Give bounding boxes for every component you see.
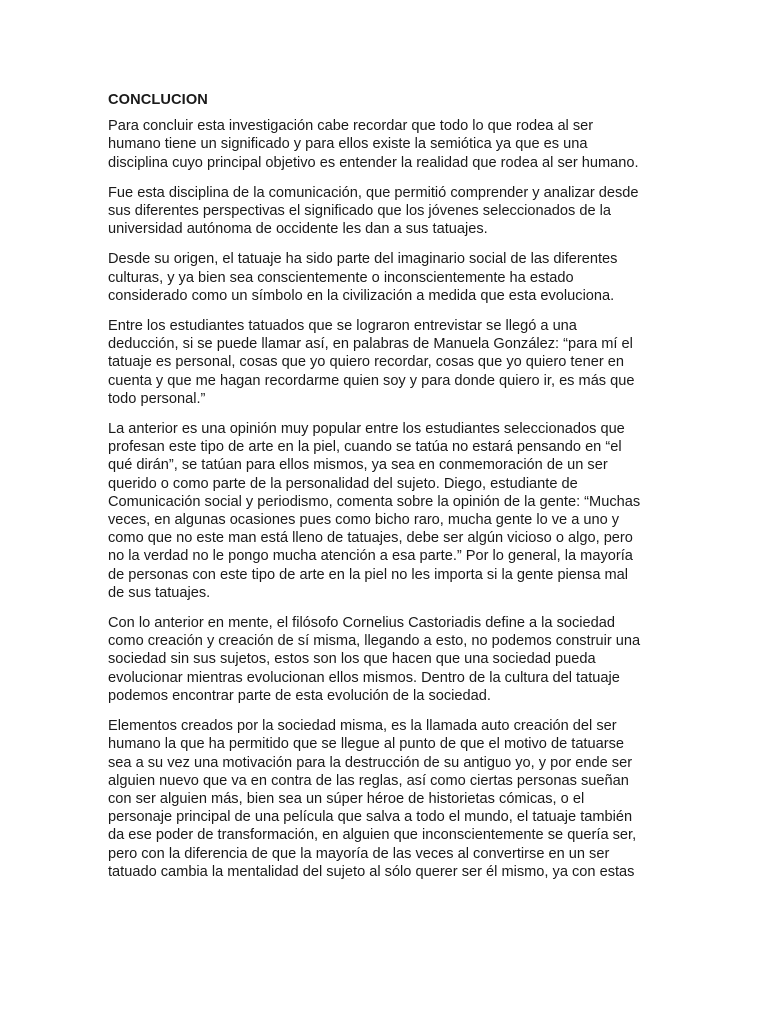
paragraph-4: Entre los estudiantes tatuados que se lograron entrevistar se llegó a una deducción, si se puede llamar así, en palabras de Manuela González: “para mí el tatuaje es personal, cosas que yo quiero recordar, cosas que yo quiero tener en cuenta y que me hagan recordarme quien soy y para donde quiero ir, es más que todo personal.” [108, 318, 635, 407]
paragraph-6: Con lo anterior en mente, el filósofo Cornelius Castoriadis define a la sociedad como creación y creación de sí misma, llegando a esto, no podemos construir una sociedad sin sus sujetos, estos son los que hacen que una sociedad pueda evolucionar mientras evolucionan ellos mismos. Dentro de la cultura del tatuaje podemos encontrar parte de esta evolución de la sociedad. [108, 615, 641, 704]
paragraph-5: La anterior es una opinión muy popular entre los estudiantes seleccionados que profesan este tipo de arte en la piel, cuando se tatúa no estará pensando en “el qué dirán”, se tatúan para ellos mismos, ya sea en conmemoración de un ser querido o como parte de la personalidad del sujeto. Diego, estudiante de Comunicación social y periodismo, comenta sobre la opinión de la gente: “Muchas veces, en algunas ocasiones pues como bicho raro, mucha gente lo ve a uno y como que no este man está lleno de tatuajes, debe ser algún vicioso o algo, pero no la verdad no le pongo mucha atención a esa parte.” Por lo general, la mayoría de personas con este tipo de arte en la piel no les importa si la gente piensa mal de sus tatuajes. [108, 421, 641, 601]
paragraph-3: Desde su origen, el tatuaje ha sido parte del imaginario social de las diferentes culturas, y ya bien sea conscientemente o inconscientemente ha estado considerado como un símbolo en la civilización a medida que esta evoluciona. [108, 251, 618, 304]
paragraph-2: Fue esta disciplina de la comunicación, que permitió comprender y analizar desde sus diferentes perspectivas el significado que los jóvenes seleccionados de la universidad autónoma de occidente les dan a sus tatuajes. [108, 184, 639, 238]
paragraph-1: Para concluir esta investigación cabe recordar que todo lo que rodea al ser humano tiene un significado y para ellos existe la semiótica ya que es una disciplina cuyo principal objetivo es entender la realidad que rodea al ser humano. [108, 118, 639, 171]
document-heading: CONCLUCION [108, 92, 208, 108]
document-page [108, 91, 656, 893]
paragraph-7: Elementos creados por la sociedad misma, es la llamada auto creación del ser humano la que ha permitido que se llegue al punto de que el motivo de tatuarse sea a su vez una motivación para la destrucción de su antiguo yo, y por ende ser alguien nuevo que va en contra de las reglas, así como ciertas personas sueñan con ser alguien más, bien sea un súper héroe de historietas cómicas, o el personaje principal de una película que salva a todo el mundo, el tatuaje también da ese poder de transformación, en alguien que inconscientemente se quería ser, pero con la diferencia de que la mayoría de las veces al convertirse en un ser tatuado cambia la mentalidad del sujeto al sólo querer ser él mismo, ya con estas [108, 718, 637, 880]
